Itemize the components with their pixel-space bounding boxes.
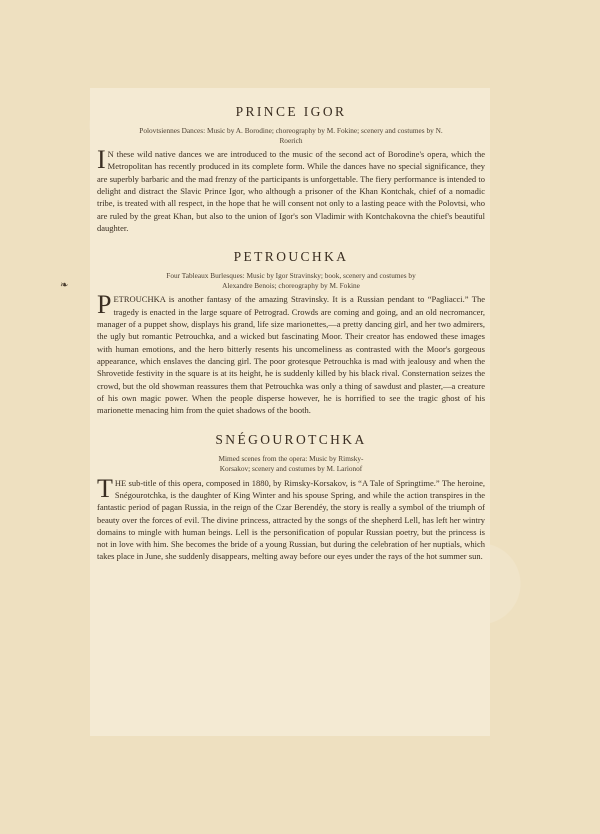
article-column xyxy=(97,104,485,563)
section-body xyxy=(97,145,485,234)
section-body xyxy=(97,473,485,563)
drop-cap: P xyxy=(97,290,112,320)
section-body-text: ETROUCHKA is another fantasy of the amazing Stravinsky. It is a Russian pendant to “Pagliacci.” The tragedy is enacted in the large square of Petrograd. Crowds are coming and going, and an old necromancer, manager of a puppet show, displays his grand, life size marionettes,—a pretty dancing girl, and her two admirers, the ugly but romantic Petrouchka, and a wicked but fascinating Moor. Their creator has endowed these images with human emotions, and the hero bitterly resents his uncomeliness as contrasted with the Moor's gorgeous appearance, which enslaves the dancing girl. The poor grotesque Petrouchka is mad with jealousy and when the Shrovetide festivity in the square is at its height, he is suddenly killed by his black rival. Consternation seizes the crowd, but the old showman reassures them that Petrouchka was only a thing of sawdust and plaster,—a creature of his own magic power. When the people disperse however, he is horrified to see the tragic ghost of his marionette menacing him from the quiet shadows of the booth. xyxy=(97,294,485,416)
section-body-text: HE sub-title of this opera, composed in 1880, by Rimsky-Korsakov, is “A Tale of Springtime.” The heroine, Snégourotchka, is the daughter of King Winter and his spouse Spring, and while the action transpires in the fantastic period of pagan Russia, in the reign of the Czar Berendéy, the story is really a symbol of the triumph of beauty over the forces of evil. The divine princess, attracted by the songs of the shepherd Lell, has left her wintry domains to mingle with human beings. Lell is the personification of popular Russian poetry, but the princess is not in love with him. She becomes the bride of a young Russian, but during the celebration of her nuptials, which takes place in June, she suddenly disappears, melting away before our eyes under the rays of the hot summer sun. xyxy=(97,477,485,562)
section-petrouchka xyxy=(97,249,485,416)
section-body-text: N these wild native dances we are introduced to the music of the second act of Borodine's opera, which the Metropolitan has recently produced in its complete form. While the dances have no special significance, they are superbly barbaric and the mad frenzy of the participants is unforgettable. The fiery performance is intended to delight and distract the Slavic Prince Igor, who although a prisoner of the Khan Kontchak, chief of a nomadic tribe, is treated with all respect, in the hope that he will consent not only to a lasting peace with the Polovtsi, who are ruled by the great Khan, but also to the union of Igor's son Vladimir with Kontchakovna the chief's beautiful daughter. xyxy=(97,149,485,233)
drop-cap: I xyxy=(97,145,106,175)
section-title: PRINCE IGOR xyxy=(235,104,347,119)
section-credits: Mimed scenes from the opera: Music by Rimsky-Korsakov; scenery and costumes by M. Larionof xyxy=(218,454,364,474)
section-body xyxy=(97,290,485,416)
section-title: PETROUCHKA xyxy=(233,249,349,265)
drop-cap: T xyxy=(97,473,113,503)
section-snegourotchka xyxy=(97,432,485,562)
section-credits: Polovtsiennes Dances: Music by A. Borodine; choreography by M. Fokine; scenery and costumes by N. Roerich xyxy=(139,126,443,145)
section-credits: Four Tableaux Burlesques: Music by Igor Stravinsky; book, scenery and costumes by Alexandre Benois; choreography by M. Fokine xyxy=(166,271,416,290)
section-title: SNÉGOUROTCHKA xyxy=(215,432,367,448)
section-prince-igor xyxy=(97,104,485,234)
fleuron-ornament-icon: ❧ xyxy=(60,280,69,291)
